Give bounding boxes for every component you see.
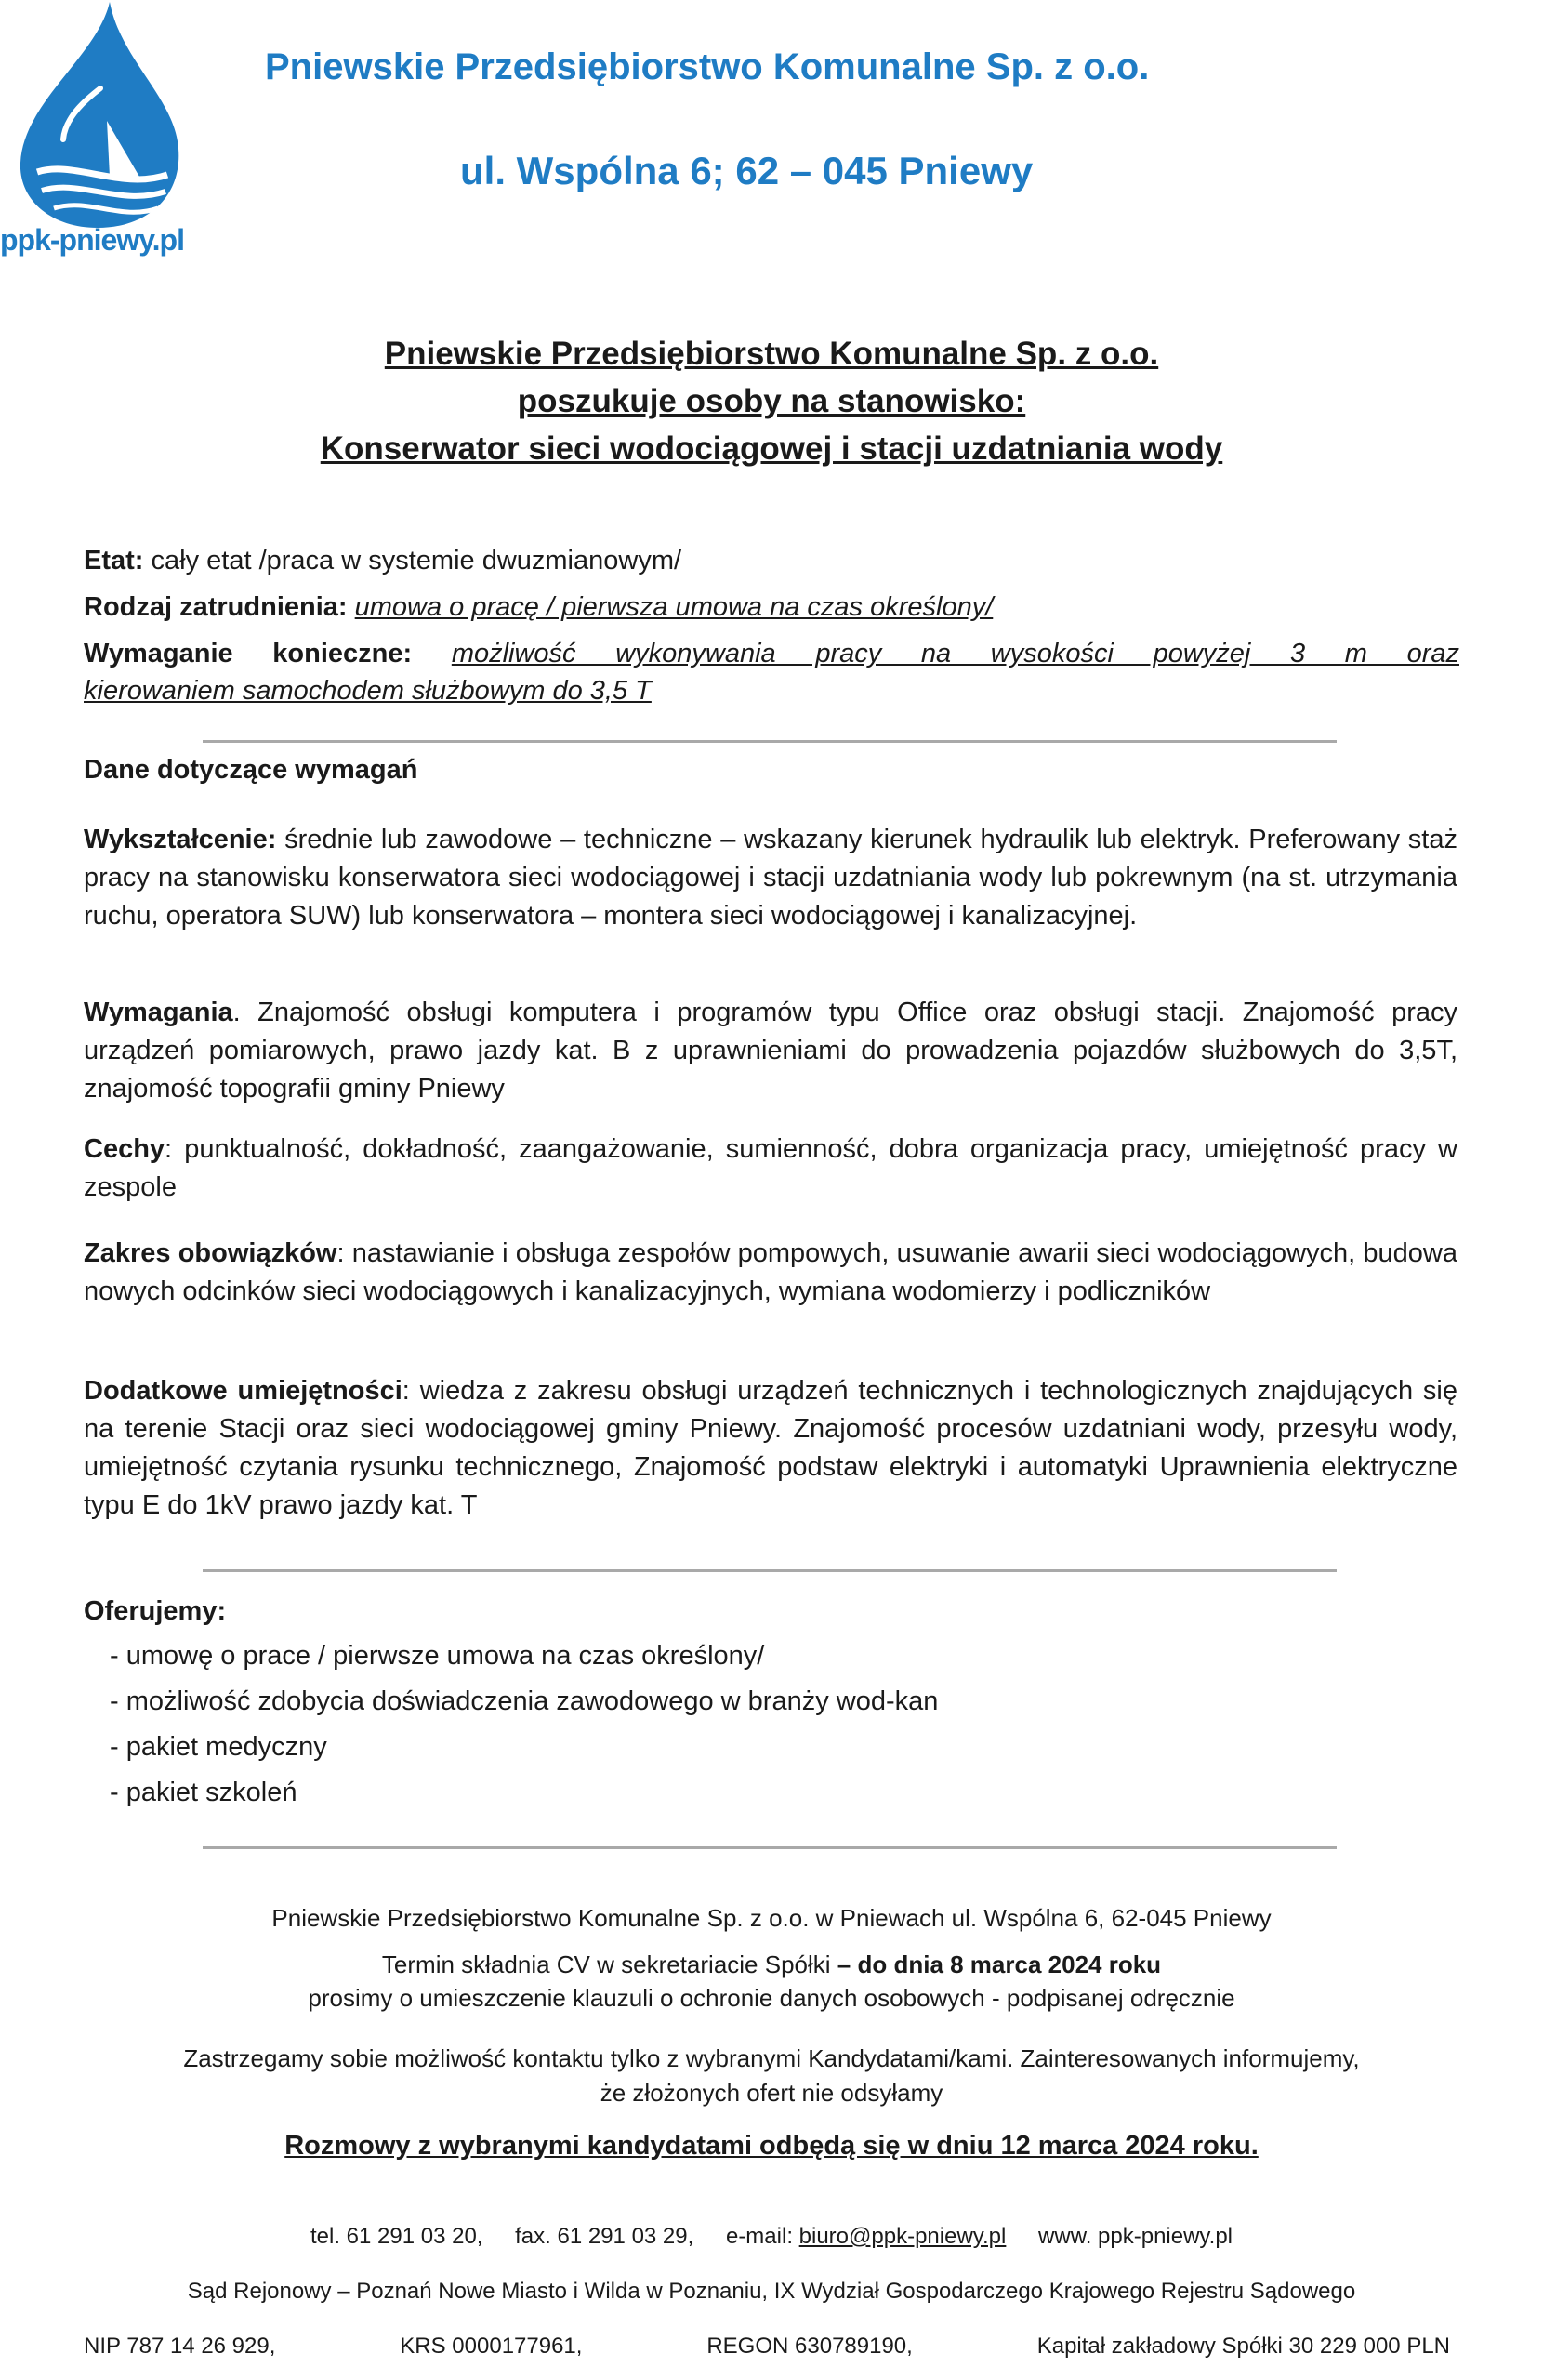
etat-value: cały etat / bbox=[143, 546, 267, 575]
dodatkowe-label: Dodatkowe umiejętności bbox=[84, 1376, 402, 1406]
wymagania-text: . Znajomość obsługi komputera i programów typu Office oraz obsługi stacji. Znajomość pracy urządzeń pomiarowych, prawo jazdy kat. B z uprawnieniami do prowadzenia pojazdów służbowych do 3,5T, znajomość topografii gminy Pniewy bbox=[84, 998, 1457, 1104]
offers-list bbox=[110, 1633, 1318, 1816]
footer-reserve-2: że złożonych ofert nie odsyłamy bbox=[600, 2079, 943, 2107]
regon: REGON 630789190, bbox=[706, 2334, 913, 2359]
registry-line bbox=[84, 2334, 1450, 2360]
wymagania-paragraph bbox=[84, 994, 1457, 1108]
offer-item: - pakiet medyczny bbox=[110, 1732, 327, 1762]
phone: tel. 61 291 03 20, bbox=[310, 2224, 483, 2249]
requirements-heading: Dane dotyczące wymagań bbox=[84, 755, 418, 785]
etat-label: Etat: bbox=[84, 546, 144, 575]
zakres-label: Zakres obowiązków bbox=[84, 1238, 337, 1268]
krs: KRS 0000177961, bbox=[400, 2334, 583, 2359]
email-label: e-mail: bbox=[725, 2224, 799, 2249]
rodzaj-line bbox=[84, 588, 1459, 627]
etat-rest: praca w systemie dwuzmianowym/ bbox=[266, 546, 682, 575]
deadline-date: – do dnia 8 marca 2024 roku bbox=[837, 1950, 1162, 1978]
divider-2 bbox=[203, 1569, 1337, 1572]
email-block bbox=[726, 2224, 1006, 2249]
deadline-prefix: Termin składnia CV w sekretariacie Spółki bbox=[381, 1950, 837, 1978]
company-logo bbox=[0, 0, 200, 270]
cechy-paragraph bbox=[84, 1130, 1457, 1207]
header-address: ul. Wspólna 6; 62 – 045 Pniewy bbox=[460, 149, 1034, 192]
rodzaj-value: umowa o pracę / pierwsza umowa na czas określony/ bbox=[354, 592, 994, 622]
offer-item: - możliwość zdobycia doświadczenia zawodowego w branży wod-kan bbox=[110, 1686, 939, 1716]
wymaganie-value-2: kierowaniem samochodem służbowym do 3,5 T bbox=[84, 676, 652, 706]
zakres-text: : nastawianie i obsługa zespołów pompowych, usuwanie awarii sieci wodociągowych, budowa nowych odcinków sieci wodociągowych i kanalizacyjnych, wymiana wodomierzy i podliczników bbox=[84, 1238, 1458, 1306]
court-line: Sąd Rejonowy – Poznań Nowe Miasto i Wilda w Poznaniu, IX Wydział Gospodarczego Krajowego Rejestru Sądowego bbox=[187, 2279, 1356, 2304]
footer-deadline bbox=[0, 1948, 1543, 1982]
fax: fax. 61 291 03 29, bbox=[515, 2224, 694, 2249]
rodzaj-label: Rodzaj zatrudnienia: bbox=[84, 592, 355, 622]
website[interactable]: www. ppk-pniewy.pl bbox=[1038, 2224, 1233, 2249]
education-label: Wykształcenie: bbox=[84, 825, 277, 854]
wymaganie-value-1: możliwość wykonywania pracy na wysokości powyżej 3 m oraz bbox=[451, 639, 1459, 668]
title-position: Konserwator sieci wodociągowej i stacji uzdatniania wody bbox=[320, 430, 1223, 467]
capital: Kapitał zakładowy Spółki 30 229 000 PLN bbox=[1036, 2334, 1450, 2359]
offer-item: - umowę o prace / pierwsze umowa na czas określony/ bbox=[110, 1641, 765, 1671]
nip: NIP 787 14 26 929, bbox=[84, 2334, 276, 2359]
education-paragraph bbox=[84, 821, 1457, 935]
email-link[interactable]: biuro@ppk-pniewy.pl bbox=[798, 2224, 1007, 2249]
title-company: Pniewskie Przedsiębiorstwo Komunalne Sp. z o.o. bbox=[384, 336, 1159, 372]
contact-line bbox=[0, 2219, 1543, 2254]
divider-1 bbox=[203, 740, 1337, 743]
logo-text: ppk-pniewy.pl bbox=[0, 223, 184, 257]
wymagania-label: Wymagania bbox=[84, 998, 233, 1027]
etat-line bbox=[84, 542, 1459, 580]
footer-clause: prosimy o umieszczenie klauzuli o ochronie danych osobowych - podpisanej odręcznie bbox=[308, 1984, 1235, 2012]
wymaganie-line bbox=[84, 635, 1459, 673]
dodatkowe-paragraph bbox=[84, 1372, 1457, 1525]
divider-3 bbox=[203, 1846, 1337, 1849]
offers-heading: Oferujemy: bbox=[84, 1596, 227, 1626]
dodatkowe-text: : wiedza z zakresu obsługi urządzeń technicznych i technologicznych znajdujących się na terenie Stacji oraz sieci wodociągowej gminy Pniewy. Znajomość procesów uzdatniani wody, przesyłu wody, umiejętność czytania rysunku technicznego, Znajomość podstaw elektryki i automatyki Uprawnienia elektryczne typu E do 1kV prawo jazdy kat. T bbox=[84, 1376, 1457, 1520]
title-block bbox=[0, 330, 1543, 472]
wymaganie-label: Wymaganie konieczne: bbox=[84, 639, 452, 668]
title-seeking: poszukuje osoby na stanowisko: bbox=[517, 383, 1026, 419]
wymaganie-line-2 bbox=[84, 672, 1459, 710]
footer-address: Pniewskie Przedsiębiorstwo Komunalne Sp. z o.o. w Pniewach ul. Wspólna 6, 62-045 Pniewy bbox=[271, 1904, 1272, 1932]
education-text: średnie lub zawodowe – techniczne – wskazany kierunek hydraulik lub elektryk. Preferowany staż pracy na stanowisku konserwatora sieci wodociągowej i stacji uzdatniania wody lub pokrewnym (na st. utrzymania ruchu, operatora SUW) lub konserwatora – montera sieci wodociągowej i kanalizacyjnej. bbox=[84, 825, 1457, 931]
offer-item: - pakiet szkoleń bbox=[110, 1778, 297, 1807]
interviews-notice: Rozmowy z wybranymi kandydatami odbędą się w dniu 12 marca 2024 roku. bbox=[284, 2131, 1259, 2161]
header-company-name: Pniewskie Przedsiębiorstwo Komunalne Sp. z o.o. bbox=[265, 46, 1150, 87]
zakres-paragraph bbox=[84, 1235, 1457, 1311]
cechy-text: : punktualność, dokładność, zaangażowanie, sumienność, dobra organizacja pracy, umiejętność pracy w zespole bbox=[84, 1134, 1457, 1202]
cechy-label: Cechy bbox=[84, 1134, 165, 1164]
footer-reserve-1: Zastrzegamy sobie możliwość kontaktu tylko z wybranymi Kandydatami/kami. Zainteresowanych informujemy, bbox=[183, 2044, 1360, 2072]
